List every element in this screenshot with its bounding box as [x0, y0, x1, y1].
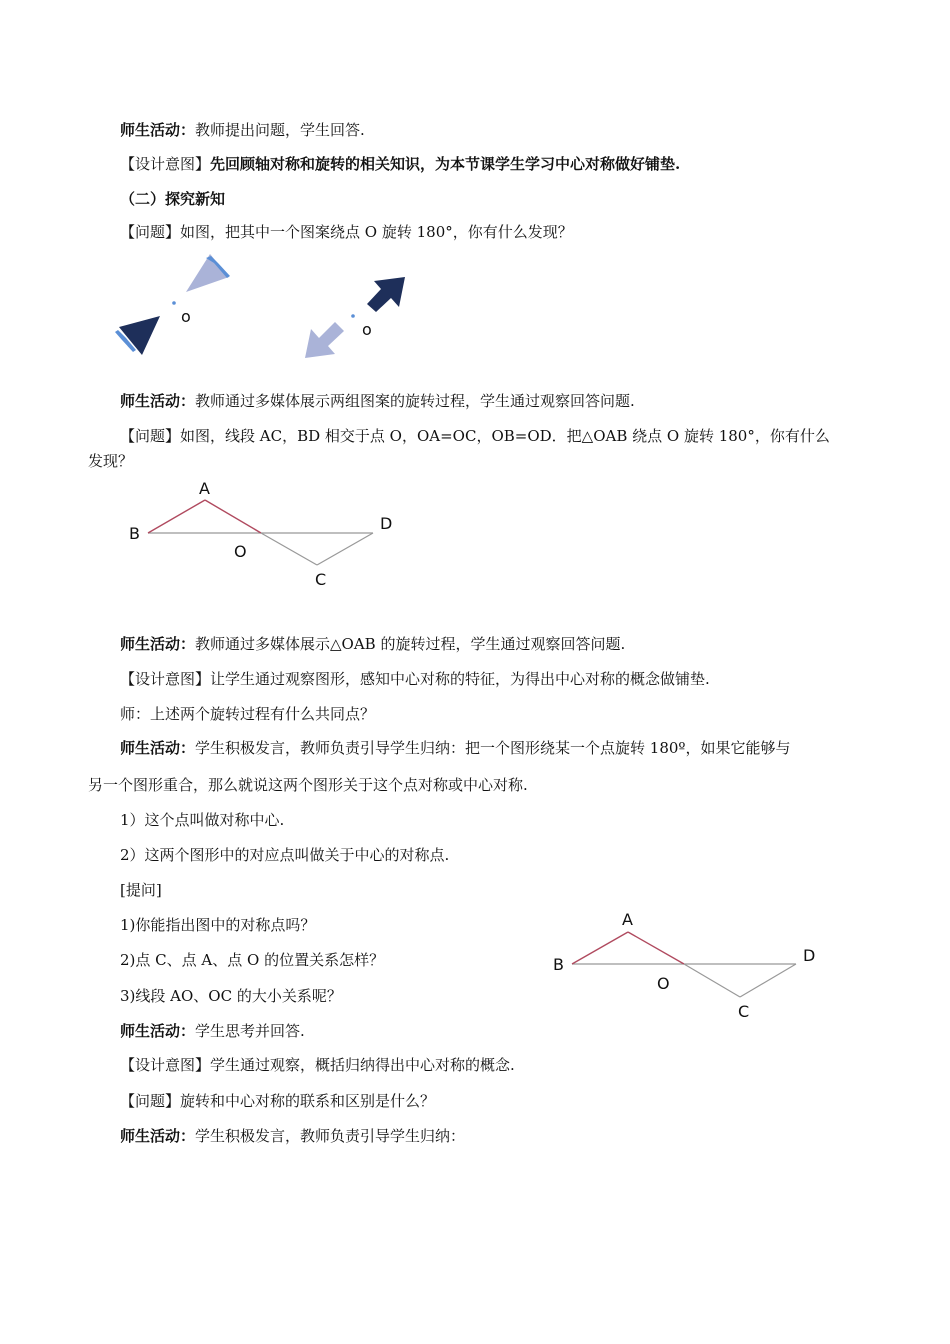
bracket-label: 【问题】: [120, 1092, 181, 1110]
point-label-c: C: [315, 570, 327, 589]
list-item-1: 1）这个点叫做对称中心.: [120, 811, 285, 829]
paragraph-text: 学生积极发言，教师负责引导学生归纳：把一个图形绕某一个点旋转 180º，如果它能够与: [195, 739, 791, 757]
paragraph-text: 教师提出问题，学生回答.: [195, 121, 365, 139]
segment-ba: [572, 932, 628, 964]
center-o-label: o: [362, 320, 372, 339]
paragraph-activity-6: [120, 1126, 465, 1146]
list-item-2: 2）这两个图形中的对应点叫做关于中心的对称点.: [120, 846, 450, 864]
segment-ao: [628, 932, 684, 964]
bracket-label: 【设计意图】: [120, 1056, 211, 1074]
point-label-d: D: [380, 514, 393, 533]
segment-cd: [740, 964, 796, 997]
paragraph-question-2-cont: 发现？: [88, 452, 134, 470]
paragraph-text: 先回顾轴对称和旋转的相关知识，为本节课学生学习中心对称做好铺垫.: [210, 155, 681, 173]
center-o-label: o: [181, 307, 191, 326]
paragraph-design-intent-3: [120, 1055, 515, 1075]
bracket-label: 【设计意图】: [120, 670, 211, 688]
paragraph-text: 如图，把其中一个图案绕点 O 旋转 180°，你有什么发现？: [180, 223, 573, 241]
question-item-3: 3)线段 AO、OC 的大小关系呢？: [120, 987, 342, 1005]
point-label-c: C: [738, 1002, 750, 1021]
activity-label: 师生活动：: [120, 1127, 196, 1145]
point-label-b: B: [553, 955, 564, 974]
activity-label: 师生活动：: [120, 635, 196, 653]
paragraph-activity-5: [120, 1021, 305, 1041]
paragraph-text: 学生积极发言，教师负责引导学生归纳：: [195, 1127, 466, 1145]
activity-label: 师生活动：: [120, 1022, 196, 1040]
activity-label: 师生活动：: [120, 121, 196, 139]
point-label-o: O: [657, 974, 670, 993]
paragraph-teacher-question: 师：上述两个旋转过程有什么共同点？: [120, 705, 376, 723]
paragraph-text: 让学生通过观察图形，感知中心对称的特征，为得出中心对称的概念做铺垫.: [210, 670, 710, 688]
paragraph-question-3: [120, 1091, 435, 1111]
question-item-2: 2)点 C、点 A、点 O 的位置关系怎样？: [120, 951, 385, 969]
bracket-label: 【问题】: [120, 223, 181, 241]
bracket-label: 【问题】: [120, 427, 181, 445]
point-label-a: A: [199, 479, 210, 498]
paragraph-text: 教师通过多媒体展示△OAB 的旋转过程，学生通过观察回答问题.: [195, 635, 626, 653]
point-label-o: O: [234, 542, 247, 561]
paragraph-text: 旋转和中心对称的联系和区别是什么？: [180, 1092, 436, 1110]
point-label-d: D: [803, 946, 816, 965]
paragraph-text: 教师通过多媒体展示两组图案的旋转过程，学生通过观察回答问题.: [195, 392, 635, 410]
paragraph-text: 学生思考并回答.: [195, 1022, 305, 1040]
bracket-label: 【设计意图】: [120, 155, 211, 173]
paragraph-activity-4-cont: 另一个图形重合，那么就说这两个图形关于这个点对称或中心对称.: [88, 776, 528, 794]
point-label-b: B: [129, 524, 140, 543]
section-heading: （二）探究新知: [120, 190, 226, 208]
question-item-1: 1)你能指出图中的对称点吗？: [120, 916, 316, 934]
paragraph-text: 学生通过观察，概括归纳得出中心对称的概念.: [210, 1056, 515, 1074]
activity-label: 师生活动：: [120, 739, 196, 757]
activity-label: 师生活动：: [120, 392, 196, 410]
paragraph-text: 如图，线段 AC，BD 相交于点 O，OA=OC，OB=OD．把△OAB 绕点 O 旋转 180°，你有什么: [180, 427, 830, 445]
question-heading: [提问]: [120, 881, 162, 899]
segment-oc: [684, 964, 740, 997]
point-label-a: A: [622, 910, 633, 929]
